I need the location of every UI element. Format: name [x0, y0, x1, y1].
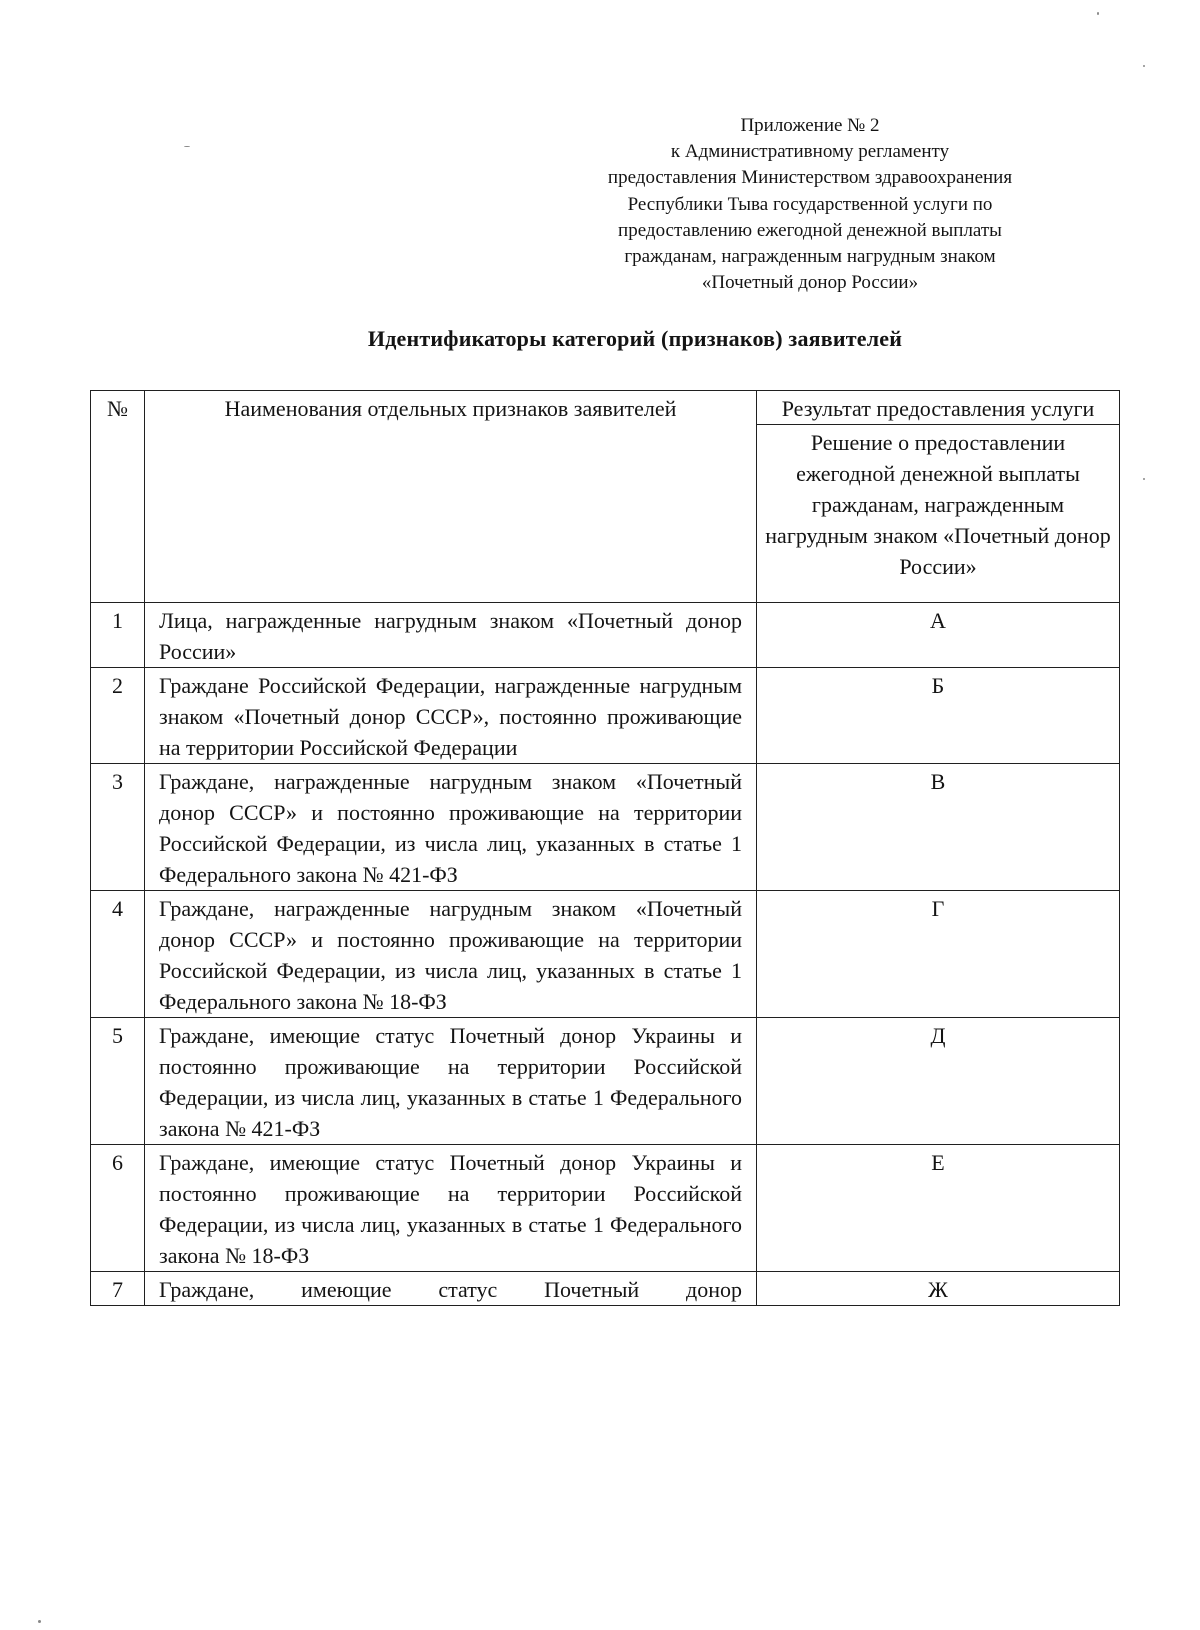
header-name: Наименования отдельных признаков заявителей	[145, 391, 757, 603]
row-result: Ж	[757, 1272, 1120, 1306]
row-name-text: Граждане, имеющие статус Почетный донор Украины и постоянно проживающие на территории Российской Федерации, из числа лиц, указанных в статье 1 Федерального закона № 18-ФЗ	[159, 1150, 742, 1268]
table-row	[91, 1018, 1120, 1145]
scan-speck	[184, 146, 190, 147]
scan-speck	[1143, 65, 1145, 67]
scan-speck	[38, 1620, 41, 1623]
row-name	[145, 764, 757, 891]
row-result: В	[757, 764, 1120, 891]
appendix-line: «Почетный донор России»	[701, 272, 919, 294]
header-result-sub: Решение о предоставлении ежегодной денежной выплаты гражданам, награжденным нагрудным знаком «Почетный донор России»	[757, 425, 1120, 603]
row-result: Е	[757, 1145, 1120, 1272]
header-num: №	[91, 391, 145, 603]
row-name-text: Граждане, имеющие статус Почетный донор Украины и постоянно проживающие на территории Российской Федерации, из числа лиц, указанных в статье 1 Федерального закона № 421-ФЗ	[159, 1023, 742, 1141]
appendix-line: гражданам, награжденным нагрудным знаком	[624, 246, 996, 268]
row-name	[145, 1018, 757, 1145]
table-row	[91, 1272, 1120, 1306]
scan-speck	[1143, 478, 1145, 480]
row-num: 4	[91, 891, 145, 1018]
header-result: Результат предоставления услуги	[757, 391, 1120, 425]
appendix-line: предоставлению ежегодной денежной выплаты	[618, 219, 1002, 241]
row-result: Г	[757, 891, 1120, 1018]
row-num: 3	[91, 764, 145, 891]
table-row	[91, 1145, 1120, 1272]
row-name-text: Лица, награжденные нагрудным знаком «Почетный донор России»	[159, 608, 742, 664]
table-row	[91, 668, 1120, 764]
table-row	[91, 891, 1120, 1018]
appendix-line: Республики Тыва государственной услуги по	[627, 193, 993, 215]
row-name	[145, 603, 757, 668]
row-result: Б	[757, 668, 1120, 764]
row-name-text: Граждане, награжденные нагрудным знаком «Почетный донор СССР» и постоянно проживающие на территории Российской Федерации, из числа лиц, указанных в статье 1 Федерального закона № 18-ФЗ	[159, 896, 742, 1014]
table-header-row	[91, 391, 1120, 425]
row-num: 1	[91, 603, 145, 668]
row-num: 2	[91, 668, 145, 764]
scan-speck	[1097, 12, 1099, 15]
row-name	[145, 668, 757, 764]
document-title: Идентификаторы категорий (признаков) заявителей	[367, 326, 903, 351]
appendix-line: предоставления Министерством здравоохранения	[607, 167, 1013, 189]
row-num: 5	[91, 1018, 145, 1145]
appendix-line: к Административному регламенту	[670, 141, 950, 163]
row-name-text: Граждане Российской Федерации, награжденные нагрудным знаком «Почетный донор СССР», постоянно проживающие на территории Российской Федерации	[159, 673, 742, 760]
row-name	[145, 1145, 757, 1272]
row-name	[145, 1272, 757, 1306]
criteria-table	[90, 390, 1120, 1306]
row-result: А	[757, 603, 1120, 668]
row-name-text: Граждане, награжденные нагрудным знаком «Почетный донор СССР» и постоянно проживающие на территории Российской Федерации, из числа лиц, указанных в статье 1 Федерального закона № 421-ФЗ	[159, 769, 742, 887]
row-name	[145, 891, 757, 1018]
appendix-header	[555, 113, 1065, 296]
table-row	[91, 764, 1120, 891]
row-num: 6	[91, 1145, 145, 1272]
table-row	[91, 603, 1120, 668]
row-result: Д	[757, 1018, 1120, 1145]
row-num: 7	[91, 1272, 145, 1306]
appendix-line: Приложение № 2	[740, 115, 880, 136]
row-name-text: Граждане, имеющие статус Почетный донор	[159, 1277, 742, 1302]
